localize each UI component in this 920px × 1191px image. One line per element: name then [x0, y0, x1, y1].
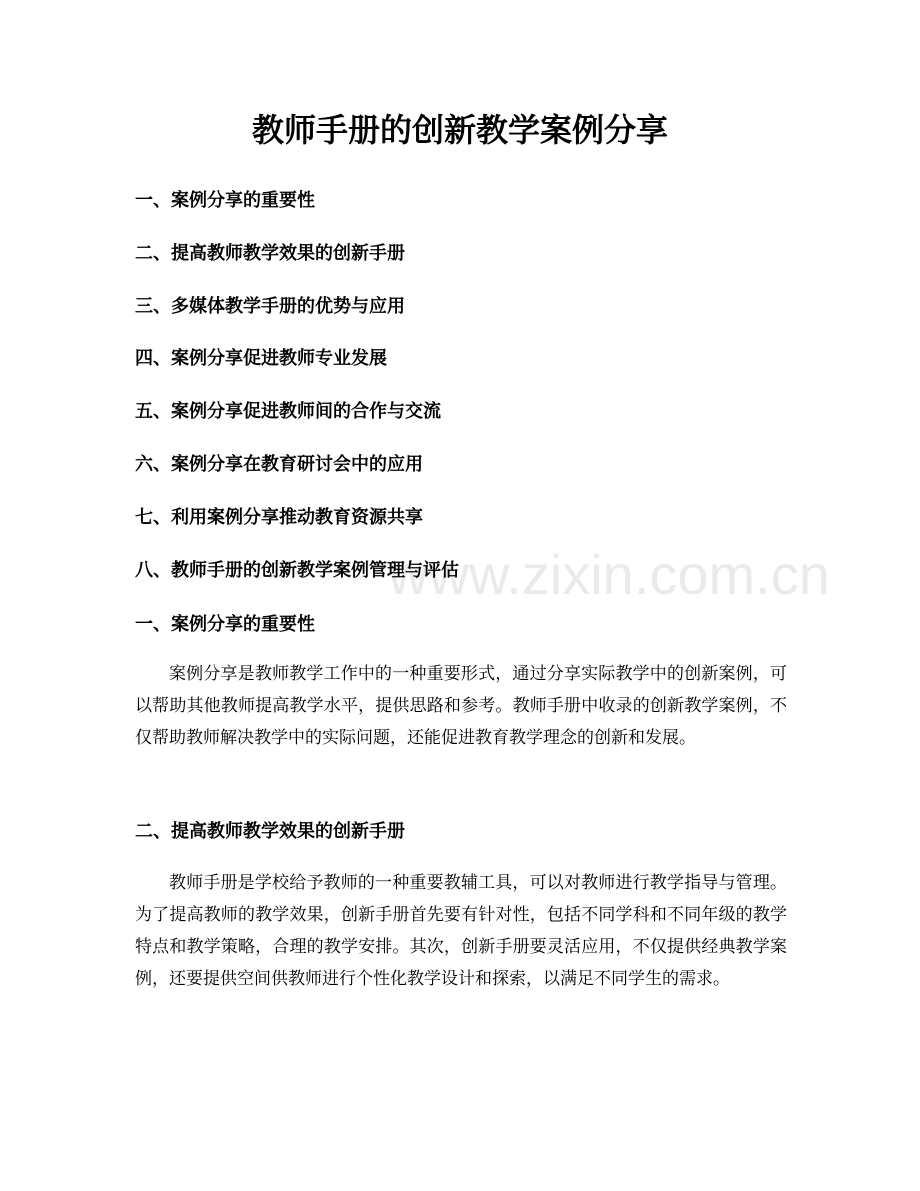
- toc-item-1: 一、案例分享的重要性: [135, 190, 315, 211]
- watermark: www.zixin.com.cn: [388, 543, 830, 606]
- document-title: 教师手册的创新教学案例分享: [251, 111, 668, 149]
- section-paragraph: 案例分享是教师教学工作中的一种重要形式，通过分享实际教学中的创新案例，可以帮助其他教师提高教学水平，提供思路和参考。教师手册中收录的创新教学案例，不仅帮助教师解决教学中的实际问题，还能促进教育教学理念的创新和发展。: [135, 664, 787, 748]
- toc-item-7: 七、利用案例分享推动教育资源共享: [135, 507, 423, 528]
- toc-item-4: 四、案例分享促进教师专业发展: [135, 348, 387, 369]
- section-paragraph: 教师手册是学校给予教师的一种重要教辅工具，可以对教师进行教学指导与管理。为了提高教师的教学效果，创新手册首先要有针对性，包括不同学科和不同年级的教学特点和教学策略，合理的教学安排。其次，创新手册要灵活应用，不仅提供经典教学案例，还要提供空间供教师进行个性化教学设计和探索，以满足不同学生的需求。: [135, 873, 787, 989]
- toc-item-5: 五、案例分享促进教师间的合作与交流: [135, 401, 441, 422]
- section-heading: 一、案例分享的重要性: [135, 614, 315, 635]
- section-heading: 二、提高教师教学效果的创新手册: [135, 821, 405, 842]
- toc-item-2: 二、提高教师教学效果的创新手册: [135, 243, 405, 264]
- toc-item-3: 三、多媒体教学手册的优势与应用: [135, 296, 405, 317]
- toc-item-8: 八、教师手册的创新教学案例管理与评估: [135, 560, 459, 581]
- toc-item-6: 六、案例分享在教育研讨会中的应用: [135, 454, 423, 475]
